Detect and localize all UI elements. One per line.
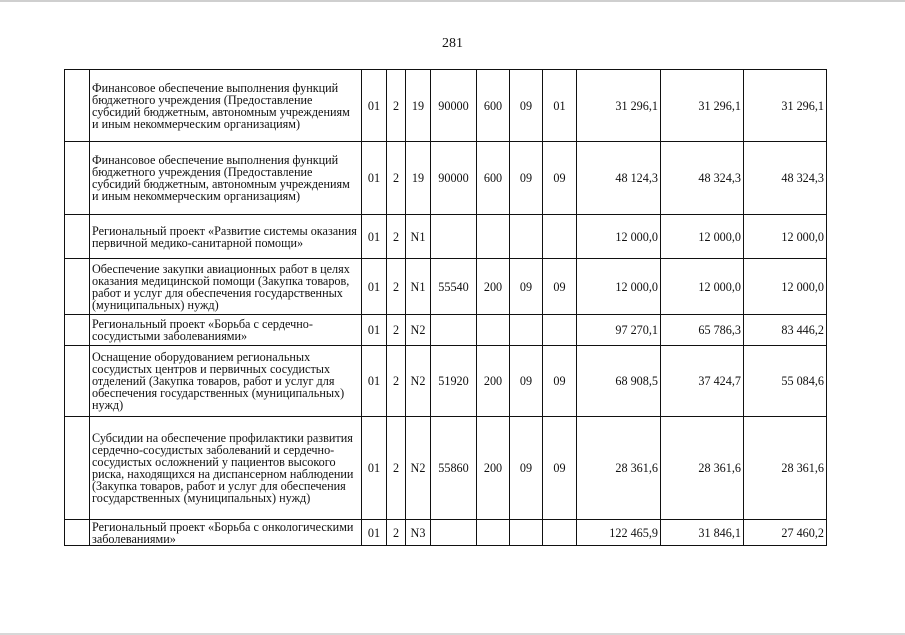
code-cell: 2 bbox=[387, 142, 406, 215]
code-cell: N1 bbox=[406, 215, 431, 259]
code-cell: N2 bbox=[406, 315, 431, 346]
code-cell: 01 bbox=[543, 70, 577, 142]
code-cell: 2 bbox=[387, 417, 406, 520]
amount-cell-2: 28 361,6 bbox=[661, 417, 744, 520]
page-number: 281 bbox=[442, 36, 463, 51]
code-cell: 19 bbox=[406, 70, 431, 142]
code-cell: 2 bbox=[387, 259, 406, 315]
amount-cell-2: 12 000,0 bbox=[661, 259, 744, 315]
table-row bbox=[65, 215, 827, 259]
code-cell: 600 bbox=[477, 70, 510, 142]
row-marker-cell bbox=[65, 259, 90, 315]
amount-cell-1: 12 000,0 bbox=[577, 215, 661, 259]
code-cell: 200 bbox=[477, 346, 510, 417]
row-description: Финансовое обеспечение выполнения функций бюджетного учреждения (Предоставление субсидий бюджетным, автономным учреждениям и иным некоммерческим организациям) bbox=[90, 142, 362, 215]
amount-cell-1: 28 361,6 bbox=[577, 417, 661, 520]
code-cell: 09 bbox=[510, 417, 543, 520]
code-cell: 2 bbox=[387, 520, 406, 546]
code-cell: 09 bbox=[543, 346, 577, 417]
code-cell: 09 bbox=[543, 417, 577, 520]
code-cell: 01 bbox=[362, 315, 387, 346]
row-description: Субсидии на обеспечение профилактики развития сердечно-сосудистых заболеваний и сердечно-сосудистых осложнений у пациентов высокого риска, находящихся на диспансерном наблюдении (Закупка товаров, работ и услуг для обеспечения государственных (муниципальных) нужд) bbox=[90, 417, 362, 520]
amount-cell-1: 97 270,1 bbox=[577, 315, 661, 346]
amount-cell-3: 28 361,6 bbox=[744, 417, 827, 520]
code-cell: 2 bbox=[387, 215, 406, 259]
code-cell: 200 bbox=[477, 417, 510, 520]
code-cell: 2 bbox=[387, 70, 406, 142]
code-cell: 09 bbox=[510, 346, 543, 417]
code-cell: N2 bbox=[406, 417, 431, 520]
code-cell bbox=[477, 315, 510, 346]
code-cell: 55540 bbox=[431, 259, 477, 315]
amount-cell-2: 31 846,1 bbox=[661, 520, 744, 546]
code-cell: 09 bbox=[510, 259, 543, 315]
code-cell bbox=[431, 520, 477, 546]
code-cell bbox=[510, 520, 543, 546]
code-cell: 01 bbox=[362, 417, 387, 520]
code-cell bbox=[431, 215, 477, 259]
amount-cell-1: 31 296,1 bbox=[577, 70, 661, 142]
table-row bbox=[65, 259, 827, 315]
row-description: Финансовое обеспечение выполнения функций бюджетного учреждения (Предоставление субсидий бюджетным, автономным учреждениям и иным некоммерческим организациям) bbox=[90, 70, 362, 142]
budget-table-body bbox=[65, 70, 827, 546]
table-row bbox=[65, 417, 827, 520]
code-cell: 09 bbox=[510, 142, 543, 215]
amount-cell-3: 12 000,0 bbox=[744, 215, 827, 259]
code-cell: 01 bbox=[362, 259, 387, 315]
code-cell bbox=[431, 315, 477, 346]
amount-cell-2: 31 296,1 bbox=[661, 70, 744, 142]
code-cell: 09 bbox=[543, 259, 577, 315]
code-cell: 90000 bbox=[431, 142, 477, 215]
amount-cell-1: 48 124,3 bbox=[577, 142, 661, 215]
table-row bbox=[65, 520, 827, 546]
code-cell bbox=[543, 315, 577, 346]
code-cell bbox=[543, 520, 577, 546]
code-cell: 09 bbox=[510, 70, 543, 142]
amount-cell-3: 48 324,3 bbox=[744, 142, 827, 215]
code-cell bbox=[543, 215, 577, 259]
code-cell bbox=[477, 520, 510, 546]
table-row bbox=[65, 346, 827, 417]
row-description: Обеспечение закупки авиационных работ в целях оказания медицинской помощи (Закупка товаров, работ и услуг для обеспечения государственных (муниципальных) нужд) bbox=[90, 259, 362, 315]
code-cell: 90000 bbox=[431, 70, 477, 142]
row-marker-cell bbox=[65, 142, 90, 215]
code-cell bbox=[510, 315, 543, 346]
table-row bbox=[65, 142, 827, 215]
code-cell: 01 bbox=[362, 70, 387, 142]
code-cell: 200 bbox=[477, 259, 510, 315]
row-description: Региональный проект «Борьба с онкологическими заболеваниями» bbox=[90, 520, 362, 546]
code-cell: N1 bbox=[406, 259, 431, 315]
amount-cell-3: 27 460,2 bbox=[744, 520, 827, 546]
amount-cell-1: 122 465,9 bbox=[577, 520, 661, 546]
code-cell: 01 bbox=[362, 215, 387, 259]
row-description: Оснащение оборудованием региональных сосудистых центров и первичных сосудистых отделений (Закупка товаров, работ и услуг для обеспечения государственных (муниципальных) нужд) bbox=[90, 346, 362, 417]
code-cell: 51920 bbox=[431, 346, 477, 417]
code-cell: 01 bbox=[362, 520, 387, 546]
amount-cell-2: 65 786,3 bbox=[661, 315, 744, 346]
row-description: Региональный проект «Борьба с сердечно-сосудистыми заболеваниями» bbox=[90, 315, 362, 346]
amount-cell-2: 12 000,0 bbox=[661, 215, 744, 259]
amount-cell-2: 37 424,7 bbox=[661, 346, 744, 417]
code-cell: N2 bbox=[406, 346, 431, 417]
code-cell: 55860 bbox=[431, 417, 477, 520]
amount-cell-1: 12 000,0 bbox=[577, 259, 661, 315]
code-cell: 19 bbox=[406, 142, 431, 215]
amount-cell-2: 48 324,3 bbox=[661, 142, 744, 215]
budget-table bbox=[64, 69, 827, 546]
amount-cell-1: 68 908,5 bbox=[577, 346, 661, 417]
row-marker-cell bbox=[65, 315, 90, 346]
amount-cell-3: 31 296,1 bbox=[744, 70, 827, 142]
scan-edge-top bbox=[0, 0, 905, 2]
row-marker-cell bbox=[65, 417, 90, 520]
row-description: Региональный проект «Развитие системы оказания первичной медико-санитарной помощи» bbox=[90, 215, 362, 259]
row-marker-cell bbox=[65, 346, 90, 417]
amount-cell-3: 12 000,0 bbox=[744, 259, 827, 315]
amount-cell-3: 55 084,6 bbox=[744, 346, 827, 417]
row-marker-cell bbox=[65, 215, 90, 259]
row-marker-cell bbox=[65, 70, 90, 142]
code-cell: 01 bbox=[362, 142, 387, 215]
code-cell: 600 bbox=[477, 142, 510, 215]
table-row bbox=[65, 70, 827, 142]
amount-cell-3: 83 446,2 bbox=[744, 315, 827, 346]
code-cell: N3 bbox=[406, 520, 431, 546]
code-cell bbox=[477, 215, 510, 259]
code-cell bbox=[510, 215, 543, 259]
code-cell: 01 bbox=[362, 346, 387, 417]
code-cell: 09 bbox=[543, 142, 577, 215]
code-cell: 2 bbox=[387, 346, 406, 417]
row-marker-cell bbox=[65, 520, 90, 546]
table-row bbox=[65, 315, 827, 346]
code-cell: 2 bbox=[387, 315, 406, 346]
